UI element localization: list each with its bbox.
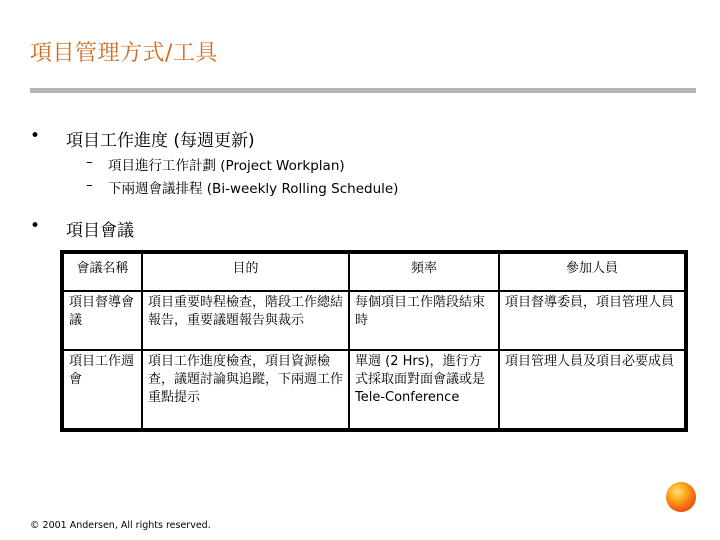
table-header-purpose: 目的: [142, 253, 349, 291]
table-cell: 項目管理人員及項目必要成員: [499, 350, 685, 429]
table-cell: 項目督導會議: [63, 291, 142, 350]
table-cell: 單週 (2 Hrs)，進行方式採取面對面會議或是Tele-Conference: [349, 350, 499, 429]
sub-bullet-schedule-text: 下兩週會議排程 (Bi-weekly Rolling Schedule): [108, 181, 399, 197]
table-cell: 項目工作週會: [63, 350, 142, 429]
table-header-frequency: 頻率: [349, 253, 499, 291]
table-cell: 項目工作進度檢查，項目資源檢查，議題討論與追蹤，下兩週工作重點提示: [142, 350, 349, 429]
bullet-dot: •: [30, 216, 41, 236]
sub-dash: –: [86, 177, 93, 193]
bullet-progress-text: 項目工作進度 (每週更新): [66, 131, 255, 151]
table-header-attendees: 參加人員: [499, 253, 685, 291]
table-cell: 項目督導委員，項目管理人員: [499, 291, 685, 350]
sub-dash: –: [86, 154, 93, 170]
slide-title: 項目管理方式/工具: [30, 41, 218, 66]
title-divider: [30, 88, 696, 93]
table-cell: 項目重要時程檢查，階段工作總結報告，重要議題報告與裁示: [142, 291, 349, 350]
table-cell: 每個項目工作階段結束時: [349, 291, 499, 350]
decorative-orb-icon: [666, 482, 696, 512]
meetings-table: [60, 250, 688, 432]
copyright-footer: © 2001 Andersen, All rights reserved.: [30, 520, 211, 531]
bullet-dot: •: [30, 126, 41, 146]
table-header-name: 會議名稱: [63, 253, 142, 291]
bullet-meetings-text: 項目會議: [66, 221, 134, 241]
sub-bullet-workplan-text: 項目進行工作計劃 (Project Workplan): [108, 158, 345, 174]
